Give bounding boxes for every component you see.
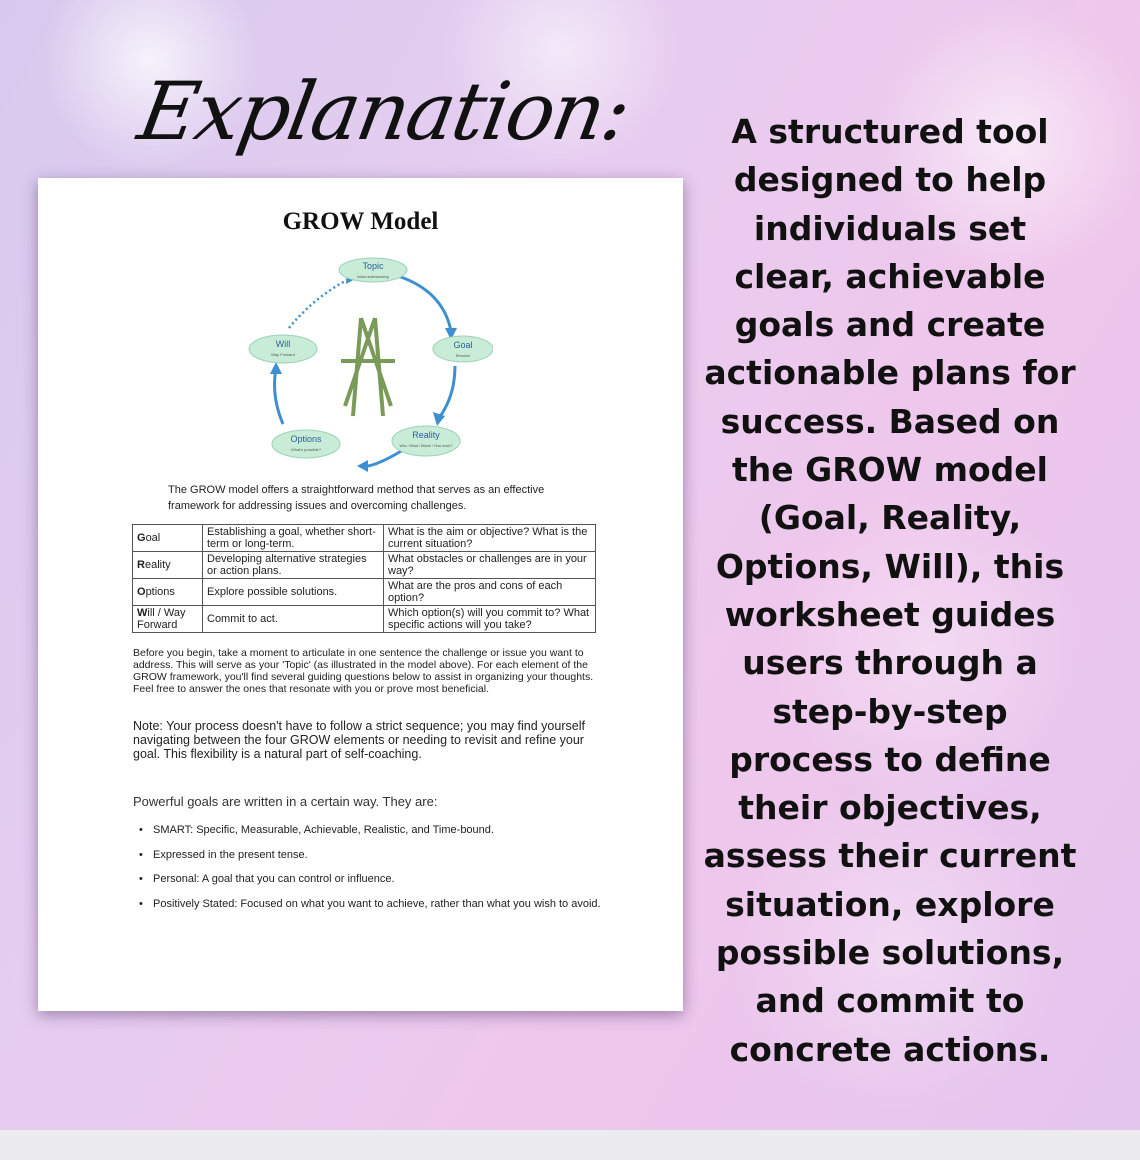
intro-text: The GROW model offers a straightforward method that serves as an effective framework for addressing issues and overcoming challenges. <box>168 484 545 512</box>
worksheet-page <box>38 178 683 1011</box>
table-cell-desc: Commit to act. <box>203 606 384 633</box>
node-reality-label: Reality <box>412 430 440 440</box>
center-arrows-graphic <box>341 318 395 416</box>
node-goal-label: Goal <box>453 340 473 350</box>
node-goal-sub: Resolve <box>455 353 471 358</box>
table-cell-question: What is the aim or objective? What is the current situation? <box>384 525 596 552</box>
table-cell-question: What are the pros and cons of each option? <box>384 579 596 606</box>
arrow-reality-options <box>363 450 403 466</box>
table-cell-desc: Explore possible solutions. <box>203 579 384 606</box>
table-cell-question: What obstacles or challenges are in your way? <box>384 552 596 579</box>
arrow-head <box>270 362 282 374</box>
arrow-goal-reality <box>439 366 455 418</box>
table-cell-step: Goal <box>133 525 203 552</box>
node-will <box>249 335 317 363</box>
arrow-options-will <box>275 368 283 424</box>
table-cell-question: Which option(s) will you commit to? What specific actions will you take? <box>384 606 596 633</box>
instructions-paragraph: Before you begin, take a moment to articulate in one sentence the challenge or issue you want to address. This will serve as your 'Topic' (as illustrated in the model above). For each element of the GROW framework, you'll find several guiding questions below to assist in organizing your thoughts. Feel free to answer the ones that resonate with you or prove most beneficial. <box>133 647 594 695</box>
table-cell-step: Reality <box>133 552 203 579</box>
list-item: • Positively Stated: Focused on what you want to achieve, rather than what you wish to avoid. <box>133 892 603 917</box>
node-topic-label: Topic <box>362 261 384 271</box>
table-cell-step: Options <box>133 579 203 606</box>
table-cell-desc: Developing alternative strategies or action plans. <box>203 552 384 579</box>
node-will-label: Will <box>275 339 291 349</box>
node-goal <box>433 336 493 362</box>
node-options-sub: What's possible? <box>290 447 322 452</box>
arrow-will-topic <box>289 278 351 328</box>
node-options <box>272 430 340 458</box>
grow-cycle-diagram <box>243 256 493 478</box>
goals-intro: Powerful goals are written in a certain way. They are: <box>133 794 438 809</box>
arrow-topic-goal <box>398 276 451 331</box>
list-item: • SMART: Specific, Measurable, Achievable, Realistic, and Time-bound. <box>133 818 603 843</box>
list-item: • Expressed in the present tense. <box>133 843 603 868</box>
table-cell-desc: Establishing a goal, whether short-term or long-term. <box>203 525 384 552</box>
table-cell-step: Will / Way Forward <box>133 606 203 633</box>
note-paragraph: Note: Your process doesn't have to follow a strict sequence; you may find yourself navigating between the four GROW elements or needing to revisit and refine your goal. This flexibility is a natural part of self-coaching. <box>133 719 585 761</box>
table-row <box>133 579 596 606</box>
list-item: • Personal: A goal that you can control or influence. <box>133 867 603 892</box>
arrow-head <box>357 460 368 472</box>
node-reality <box>392 426 460 456</box>
grow-table <box>132 524 596 633</box>
table-row <box>133 606 596 633</box>
node-topic <box>339 258 407 282</box>
bottom-strip <box>0 1130 1140 1160</box>
node-topic-sub: Initial understanding <box>357 275 389 279</box>
node-options-label: Options <box>290 434 322 444</box>
goals-list <box>133 818 603 916</box>
table-row <box>133 525 596 552</box>
node-reality-sub: Who / What / Where / How much? <box>399 444 453 448</box>
table-row <box>133 552 596 579</box>
heading: Explanation: <box>131 65 636 158</box>
node-will-sub: Way Forward <box>271 352 295 357</box>
worksheet-title: GROW Model <box>282 208 439 235</box>
description: A structured tool designed to help individuals set clear, achievable goals and create actionable plans for success. Based on the GROW model (Goal, Reality, Options, Will), this worksheet guides users through a step-by-step process to define their objectives, assess their current situation, explore possible solutions, and commit to concrete actions. <box>703 112 1077 1069</box>
